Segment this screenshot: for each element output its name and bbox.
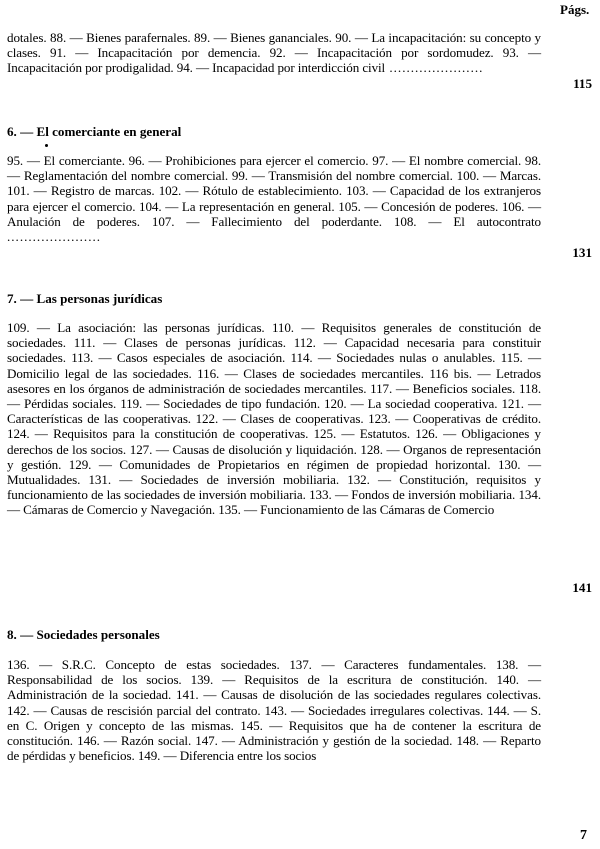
section-heading-7: 7. — Las personas jurídicas <box>7 291 163 306</box>
section-heading-6: 6. — El comerciante en general <box>7 124 182 139</box>
toc-entry-8 <box>7 657 541 763</box>
page-number: 7 <box>580 828 587 843</box>
page-reference: 115 <box>573 76 592 91</box>
dot-leaders: ...................... <box>7 229 102 245</box>
toc-entry-6 <box>7 153 541 244</box>
dot-leaders: ...................... <box>385 60 484 76</box>
toc-entry-7 <box>7 320 541 518</box>
stray-dot-mark <box>45 144 48 147</box>
page-reference: 141 <box>572 580 592 595</box>
entry-text: 109. — La asociación: las personas jurídicas. 110. — Requisitos generales de constitución de sociedades. 111. — Clases de personas jurídicas. 112. — Capacidad necesaria para constituir sociedades. 113. — Casos especiales de asociación. 114. — Sociedades nulas o anulables. 115. — Domicilio legal de las sociedades. 116. — Clases de sociedades mercantiles. 116 bis. — Letrados asesores en los órganos de administración de sociedades mercantiles. 117. — Beneficios sociales. 118. — Pérdidas sociales. 119. — Sociedades de tipo fundación. 120. — La sociedad cooperativa. 121. — Características de las cooperativas. 122. — Clases de cooperativas. 123. — Cooperativas de crédito. 124. — Requisitos para la constitución de cooperativas. 125. — Estatutos. 126. — Obligaciones y derechos de los socios. 127. — Causas de disolución y liquidación. 128. — Organos de representación y gestión. 129. — Comunidades de Propietarios en régimen de propiedad horizontal. 130. — Mutualidades. 131. — Sociedades de inversión mobiliaria. 132. — Constitución, requisitos y funcionamiento de las sociedades de inversión mobiliaria. 133. — Fondos de inversión mobiliaria. 134. — Cámaras de Comercio y Navegación. 135. — Funcionamiento de las Cámaras de Comercio <box>7 320 541 518</box>
entry-text: 95. — El comerciante. 96. — Prohibiciones para ejercer el comercio. 97. — El nombre comercial. 98. — Reglamentación del nombre comercial. 99. — Transmisión del nombre comercial. 100. — Marcas. 101. — Registro de marcas. 102. — Rótulo de establecimiento. 103. — Capacidad de los extranjeros para ejercer el comercio. 104. — La representación en general. 105. — Concesión de poderes. 106. — Anulación de poderes. 107. — Fallecimiento del poderdante. 108. — El autocontrato <box>7 153 541 229</box>
entry-text: 136. — S.R.C. Concepto de estas sociedades. 137. — Caracteres fundamentales. 138. — Responsabilidad de los socios. 139. — Requisitos de la escritura de constitución. 140. — Administración de la sociedad. 141. — Causas de disolución de las sociedades regulares colectivas. 142. — Causas de rescisión parcial del contrato. 143. — Sociedades irregulares colectivas. 144. — S. en C. Origen y concepto de las mismas. 145. — Requisitos que ha de contener la escritura de constitución. 146. — Razón social. 147. — Administración y gestión de la sociedad. 148. — Reparto de pérdidas y beneficios. 149. — Diferencia entre los socios <box>7 657 541 764</box>
toc-entry-5-continuation <box>7 30 541 76</box>
entry-text: dotales. 88. — Bienes parafernales. 89. — Bienes gananciales. 90. — La incapacitación: su concepto y clases. 91. — Incapacitación por demencia. 92. — Incapacitación por sordomudez. 93. — Incapacitación por prodigalidad. 94. — Incapacidad por interdicción civil <box>7 30 541 76</box>
page-reference: 131 <box>572 245 592 260</box>
pags-column-label: Págs. <box>560 2 590 17</box>
section-heading-8: 8. — Sociedades personales <box>7 627 160 642</box>
